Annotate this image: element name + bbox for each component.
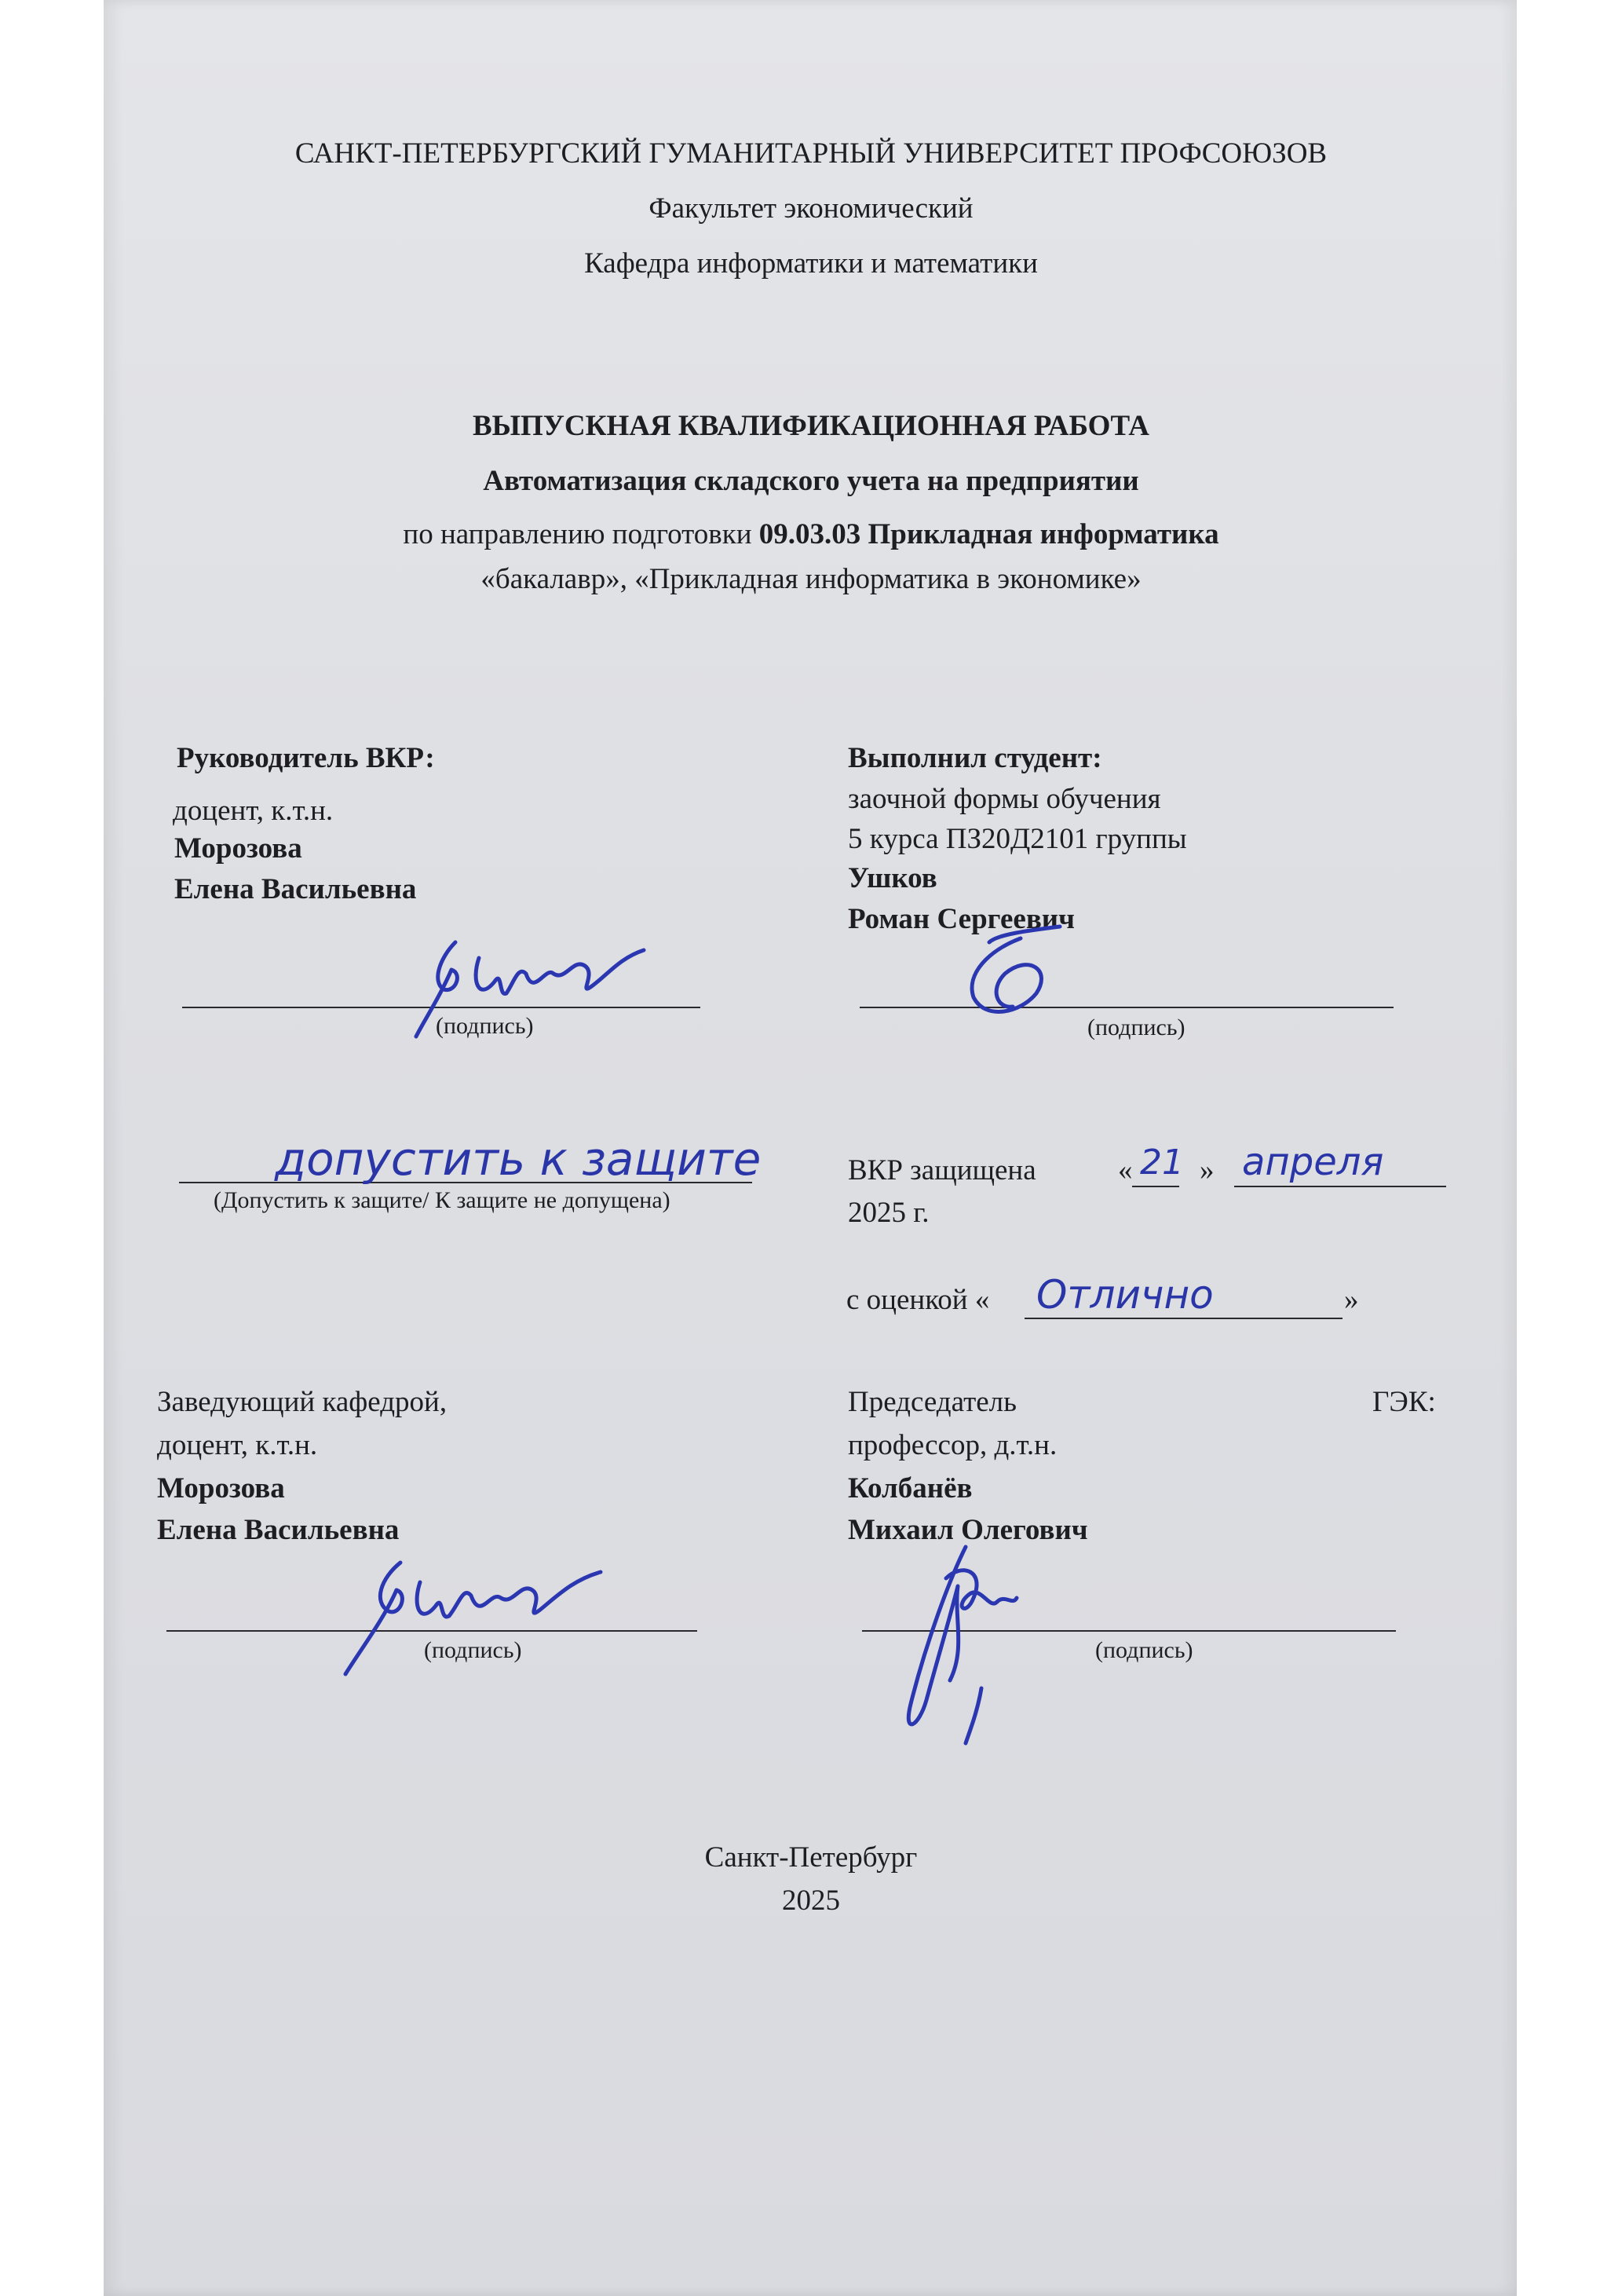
chair-degree: профессор, д.т.н.: [848, 1429, 1058, 1461]
head-signature: [330, 1547, 612, 1680]
head-title: Заведующий кафедрой,: [157, 1386, 448, 1418]
student-group: 5 курса ПЗ20Д2101 группы: [848, 823, 1187, 855]
document-type: ВЫПУСКНАЯ КВАЛИФИКАЦИОННАЯ РАБОТА: [472, 410, 1150, 442]
defense-year: 2025 г.: [848, 1197, 930, 1229]
grade-close-quote: »: [1344, 1284, 1359, 1316]
head-last-name: Морозова: [157, 1472, 285, 1504]
defense-month: апреля: [1242, 1140, 1384, 1184]
chair-first-name: Михаил Олегович: [848, 1514, 1088, 1546]
supervisor-first-name: Елена Васильевна: [174, 873, 417, 905]
university-name: САНКТ-ПЕТЕРБУРГСКИЙ ГУМАНИТАРНЫЙ УНИВЕРСИТЕТ ПРОФСОЮЗОВ: [294, 137, 1328, 170]
defense-day: 21: [1140, 1143, 1184, 1183]
faculty-name: Факультет экономический: [648, 192, 974, 225]
supervisor-signature-caption: (подпись): [436, 1013, 534, 1039]
student-signature-caption: (подпись): [1087, 1015, 1185, 1040]
grade-value: Отлично: [1036, 1272, 1214, 1318]
defense-day-line: [1132, 1186, 1179, 1187]
supervisor-heading: Руководитель ВКР:: [177, 742, 435, 774]
head-first-name: Елена Васильевна: [157, 1514, 400, 1546]
defense-month-line: [1234, 1186, 1446, 1187]
student-first-name: Роман Сергеевич: [848, 903, 1075, 935]
chair-title-right: ГЭК:: [1372, 1386, 1436, 1418]
chair-title: Председатель: [848, 1386, 1017, 1418]
student-last-name: Ушков: [848, 862, 937, 894]
footer-city: Санкт-Петербург: [704, 1841, 918, 1874]
defense-close-quote: »: [1200, 1154, 1215, 1186]
admission-handwritten: допустить к защите: [275, 1132, 762, 1186]
supervisor-degree: доцент, к.т.н.: [173, 795, 334, 827]
student-heading: Выполнил студент:: [848, 742, 1102, 774]
student-study-form: заочной формы обучения: [848, 783, 1161, 815]
grade-label: с оценкой «: [846, 1284, 990, 1316]
supervisor-last-name: Морозова: [174, 832, 302, 865]
study-direction: по направлению подготовки 09.03.03 Прикладная информатика: [403, 518, 1219, 550]
chair-signature-caption: (подпись): [1095, 1637, 1193, 1663]
department-name: Кафедра информатики и математики: [584, 247, 1038, 280]
grade-line: [1025, 1318, 1343, 1319]
student-signature-line: [860, 1007, 1394, 1008]
head-degree: доцент, к.т.н.: [157, 1429, 318, 1461]
study-profile: «бакалавр», «Прикладная информатика в экономике»: [480, 563, 1142, 595]
student-signature: [942, 919, 1099, 1036]
thesis-topic: Автоматизация складского учета на предприятии: [483, 465, 1139, 497]
head-signature-caption: (подпись): [424, 1637, 522, 1663]
chair-last-name: Колбанёв: [848, 1472, 973, 1504]
defense-label: ВКР защищена: [848, 1154, 1036, 1186]
chair-signature: [879, 1531, 1052, 1767]
footer-year: 2025: [782, 1885, 840, 1917]
admission-caption: (Допустить к защите/ К защите не допущена): [214, 1187, 670, 1213]
defense-open-quote: «: [1118, 1154, 1133, 1186]
supervisor-signature: [408, 927, 659, 1044]
